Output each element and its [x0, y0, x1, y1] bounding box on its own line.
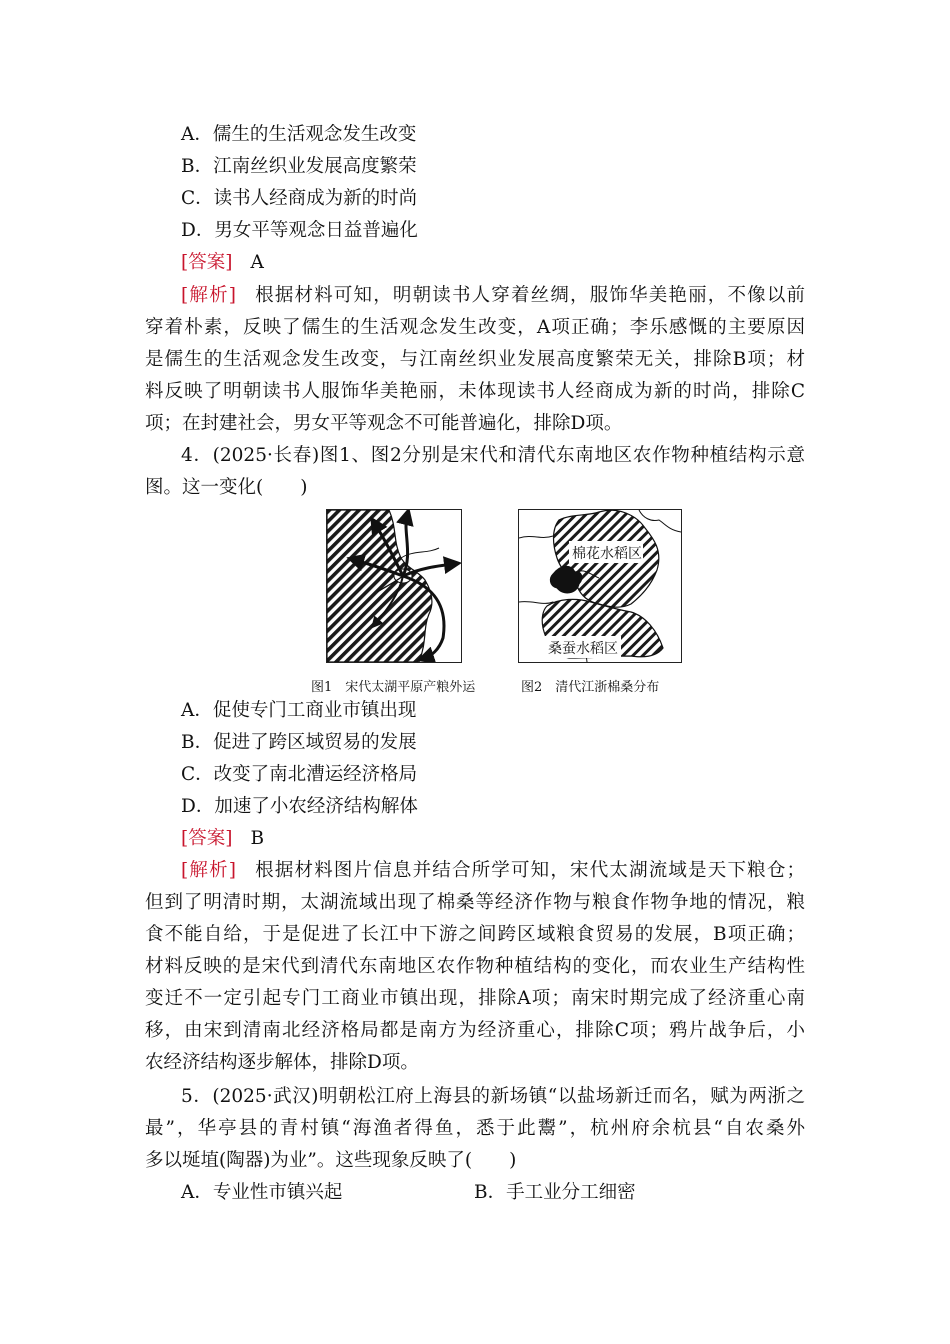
- q5-option-a: A．专业性市镇兴起: [181, 1182, 343, 1203]
- q4-option-d: D．加速了小农经济结构解体: [181, 796, 418, 817]
- q5-option-b: B．手工业分工细密: [474, 1182, 636, 1203]
- q4-stem-line-2: 图。这一变化( ): [145, 477, 308, 498]
- q3-analysis-line-4: 料反映了明朝读书人服饰华美艳丽，未体现读书人经商成为新的时尚，排除C: [145, 381, 805, 402]
- answer-value: A: [250, 252, 264, 273]
- q4-option-c: C．改变了南北漕运经济格局: [181, 764, 418, 785]
- q3-analysis-line-1: [解析] 根据材料可知，明朝读书人穿着丝绸，服饰华美艳丽，不像以前: [181, 285, 805, 306]
- q4-analysis-line-3: 食不能自给，于是促进了长江中下游之间跨区域粮食贸易的发展，B项正确；: [145, 924, 805, 945]
- answer-tag: [答案]: [181, 828, 233, 849]
- q3-answer: [181, 251, 841, 275]
- q4-analysis-line-2: 但到了明清时期，太湖流域出现了棉桑等经济作物与粮食作物争地的情况，粮: [145, 892, 805, 913]
- answer-tag: [答案]: [181, 252, 233, 273]
- q5-options-row: [181, 1181, 781, 1205]
- q4-analysis-line-1: [解析] 根据材料图片信息并结合所学可知，宋代太湖流域是天下粮仓；: [181, 860, 805, 881]
- q3-option-a: A．儒生的生活观念发生改变: [181, 124, 417, 145]
- analysis-tag: [解析]: [181, 285, 236, 306]
- q4-stem-line-1: 4．(2025·长春)图1、图2分别是宋代和清代东南地区农作物种植结构示意: [181, 445, 805, 466]
- q4-analysis-line-5: 变迁不一定引起专门工商业市镇出现，排除A项；南宋时期完成了经济重心南: [145, 988, 805, 1009]
- q5-stem-line-2: 最”，华亭县的青村镇“海渔者得鱼，悉于此鬻”，杭州府余杭县“自农桑外: [145, 1118, 805, 1139]
- q3-analysis-line-5: 项；在封建社会，男女平等观念不可能普遍化，排除D项。: [145, 413, 623, 434]
- q4-analysis-line-6: 移，由宋到清南北经济格局都是南方为经济重心，排除C项；鸦片战争后，小: [145, 1020, 805, 1041]
- q3-option-b: B．江南丝织业发展高度繁荣: [181, 156, 417, 177]
- figure-2-caption: 图2 清代江浙棉桑分布: [521, 680, 660, 695]
- analysis-tag: [解析]: [181, 860, 236, 881]
- q3-option-c: C．读书人经商成为新的时尚: [181, 188, 418, 209]
- q3-option-d: D．男女平等观念日益普遍化: [181, 220, 418, 241]
- qing-jiangzhe-map-graphic: [519, 510, 681, 662]
- answer-value: B: [250, 828, 265, 849]
- q3-analysis-line-2: 穿着朴素，反映了儒生的生活观念发生改变，A项正确；李乐感慨的主要原因: [145, 317, 805, 338]
- q4-option-a: A．促使专门工商业市镇出现: [181, 700, 417, 721]
- song-taihu-map-graphic: [327, 510, 461, 662]
- q3-analysis-line-3: 是儒生的生活观念发生改变，与江南丝织业发展高度繁荣无关，排除B项；材: [145, 349, 805, 370]
- q5-stem-line-3: 多以埏埴(陶器)为业”。这些现象反映了( ): [145, 1150, 517, 1171]
- figure-2-map: [518, 509, 682, 663]
- q4-answer: [181, 827, 841, 851]
- cotton-rice-area-label: 棉花水稻区: [572, 546, 642, 562]
- figure-1-map: [326, 509, 462, 663]
- q4-analysis-line-4: 材料反映的是宋代到清代东南地区农作物种植结构的变化，而农业生产结构性: [145, 956, 805, 977]
- figure-1-caption: 图1 宋代太湖平原产粮外运: [311, 680, 476, 695]
- q4-analysis-line-7: 农经济结构逐步解体，排除D项。: [145, 1052, 419, 1073]
- q4-option-b: B．促进了跨区域贸易的发展: [181, 732, 417, 753]
- q5-stem-line-1: 5．(2025·武汉)明朝松江府上海县的新场镇“以盐场新迁而名，赋为两浙之: [181, 1086, 805, 1107]
- mulberry-rice-area-label: 桑蚕水稻区: [548, 641, 618, 657]
